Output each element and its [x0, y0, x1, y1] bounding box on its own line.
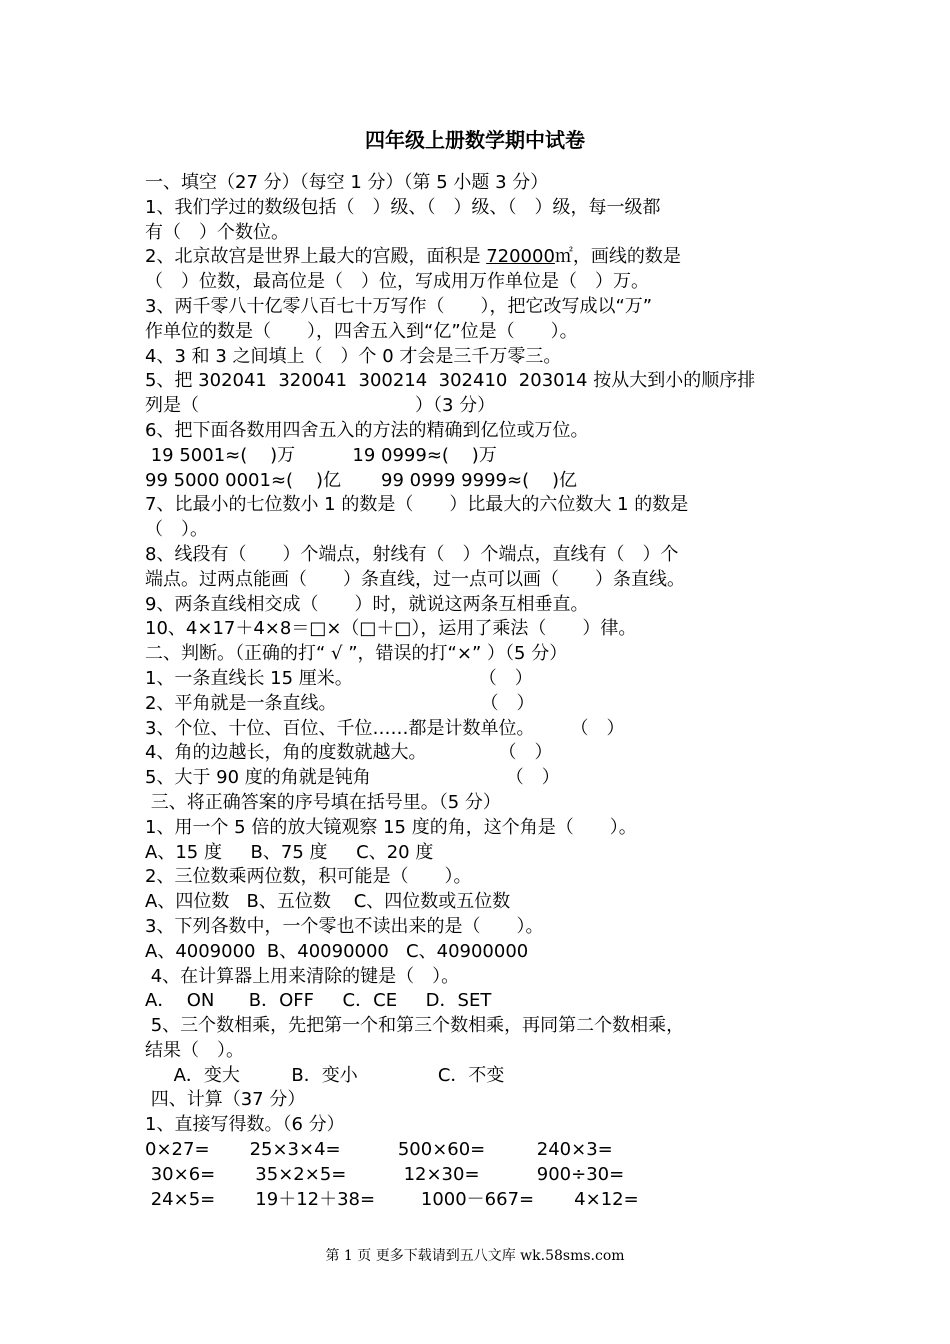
question-line: 4、在计算器上用来清除的键是（ ）。	[145, 965, 460, 987]
calc-row: 30×6= 35×2×5= 12×30= 900÷30=	[145, 1163, 625, 1185]
question-line: 结果（ ）。	[145, 1039, 244, 1061]
question-line: 1、直接写得数。（6 分）	[145, 1114, 345, 1136]
question-line: 5、三个数相乘，先把第一个和第三个数相乘，再同第二个数相乘，	[145, 1015, 685, 1037]
question-line: 6、把下面各数用四舍五入的方法的精确到亿位或万位。	[145, 419, 589, 441]
question-line: 7、比最小的七位数小 1 的数是（ ）比最大的六位数大 1 的数是	[145, 494, 689, 516]
question-line: 2、平角就是一条直线。 （ ）	[145, 692, 535, 714]
question-line: 3、下列各数中，一个零也不读出来的是（ ）。	[145, 915, 544, 937]
question-line: 5、把 302041 320041 300214 302410 203014 按从大到小的顺序排	[145, 370, 756, 392]
question-line: 2、北京故宫是世界上最大的宫殿，面积是 720000㎡，画线的数是	[145, 246, 681, 268]
question-line: 9、两条直线相交成（ ）时，就说这两条互相垂直。	[145, 593, 589, 615]
question-line: 3、两千零八十亿零八百七十万写作（ ），把它改写成以“万”	[145, 295, 653, 317]
answer-options: A． ON B．OFF C．CE D．SET	[145, 990, 492, 1012]
page-title: 四年级上册数学期中试卷	[365, 128, 585, 152]
answer-options: A、15 度 B、75 度 C、20 度	[145, 841, 434, 863]
question-line: 有（ ）个数位。	[145, 221, 289, 243]
question-line: 8、线段有（ ）个端点，射线有（ ）个端点，直线有（ ）个	[145, 543, 679, 565]
question-line: 作单位的数是（ ），四舍五入到“亿”位是（ ）。	[145, 320, 578, 342]
calc-row: 0×27= 25×3×4= 500×60= 240×3=	[145, 1139, 613, 1161]
question-line: 1、我们学过的数级包括（ ）级、（ ）级、（ ）级，每一级都	[145, 196, 661, 218]
answer-options: A、4009000 B、40090000 C、40900000	[145, 940, 529, 962]
section-heading: 二、判断。（正确的打“ √ ”，错误的打“×” ）（5 分）	[145, 643, 568, 665]
question-line: 1、一条直线长 15 厘米。 （ ）	[145, 667, 533, 689]
question-line: 19 5001≈( )万 19 0999≈( )万	[145, 444, 497, 466]
question-line: 99 5000 0001≈( )亿 99 0999 9999≈( )亿	[145, 469, 578, 491]
question-line: 端点。过两点能画（ ）条直线，过一点可以画（ ）条直线。	[145, 568, 685, 590]
underlined-number: 720000	[486, 246, 555, 268]
section-heading: 一、填空（27 分）（每空 1 分）（第 5 小题 3 分）	[145, 172, 549, 193]
question-line: 4、角的边越长，角的度数就越大。 （ ）	[145, 742, 553, 764]
question-line: 10、4×17＋4×8＝□×（□＋□），运用了乘法（ ）律。	[145, 618, 637, 640]
page-footer: 第 1 页 更多下载请到五八文库 wk.58sms.com	[325, 1248, 625, 1264]
question-line: 1、用一个 5 倍的放大镜观察 15 度的角，这个角是（ ）。	[145, 816, 637, 838]
question-line: 2、三位数乘两位数，积可能是（ ）。	[145, 866, 472, 888]
section-heading: 四、计算（37 分）	[145, 1089, 306, 1111]
question-line: 3、个位、十位、百位、千位……都是计数单位。 （ ）	[145, 717, 625, 739]
question-line: （ ）。	[145, 519, 208, 541]
question-line: 列是（ ）（3 分）	[145, 395, 496, 417]
section-heading: 三、将正确答案的序号填在括号里。（5 分）	[145, 791, 501, 813]
answer-options: A．变大 B．变小 C．不变	[145, 1064, 505, 1086]
calc-row: 24×5= 19＋12＋38= 1000－667= 4×12=	[145, 1188, 639, 1210]
exam-body	[145, 171, 825, 1212]
answer-options: A、四位数 B、五位数 C、四位数或五位数	[145, 891, 511, 913]
question-line: （ ）位数，最高位是（ ）位，写成用万作单位是（ ）万。	[145, 271, 649, 293]
question-line: 4、3 和 3 之间填上（ ）个 0 才会是三千万零三。	[145, 345, 562, 367]
question-line: 5、大于 90 度的角就是钝角 （ ）	[145, 767, 560, 789]
